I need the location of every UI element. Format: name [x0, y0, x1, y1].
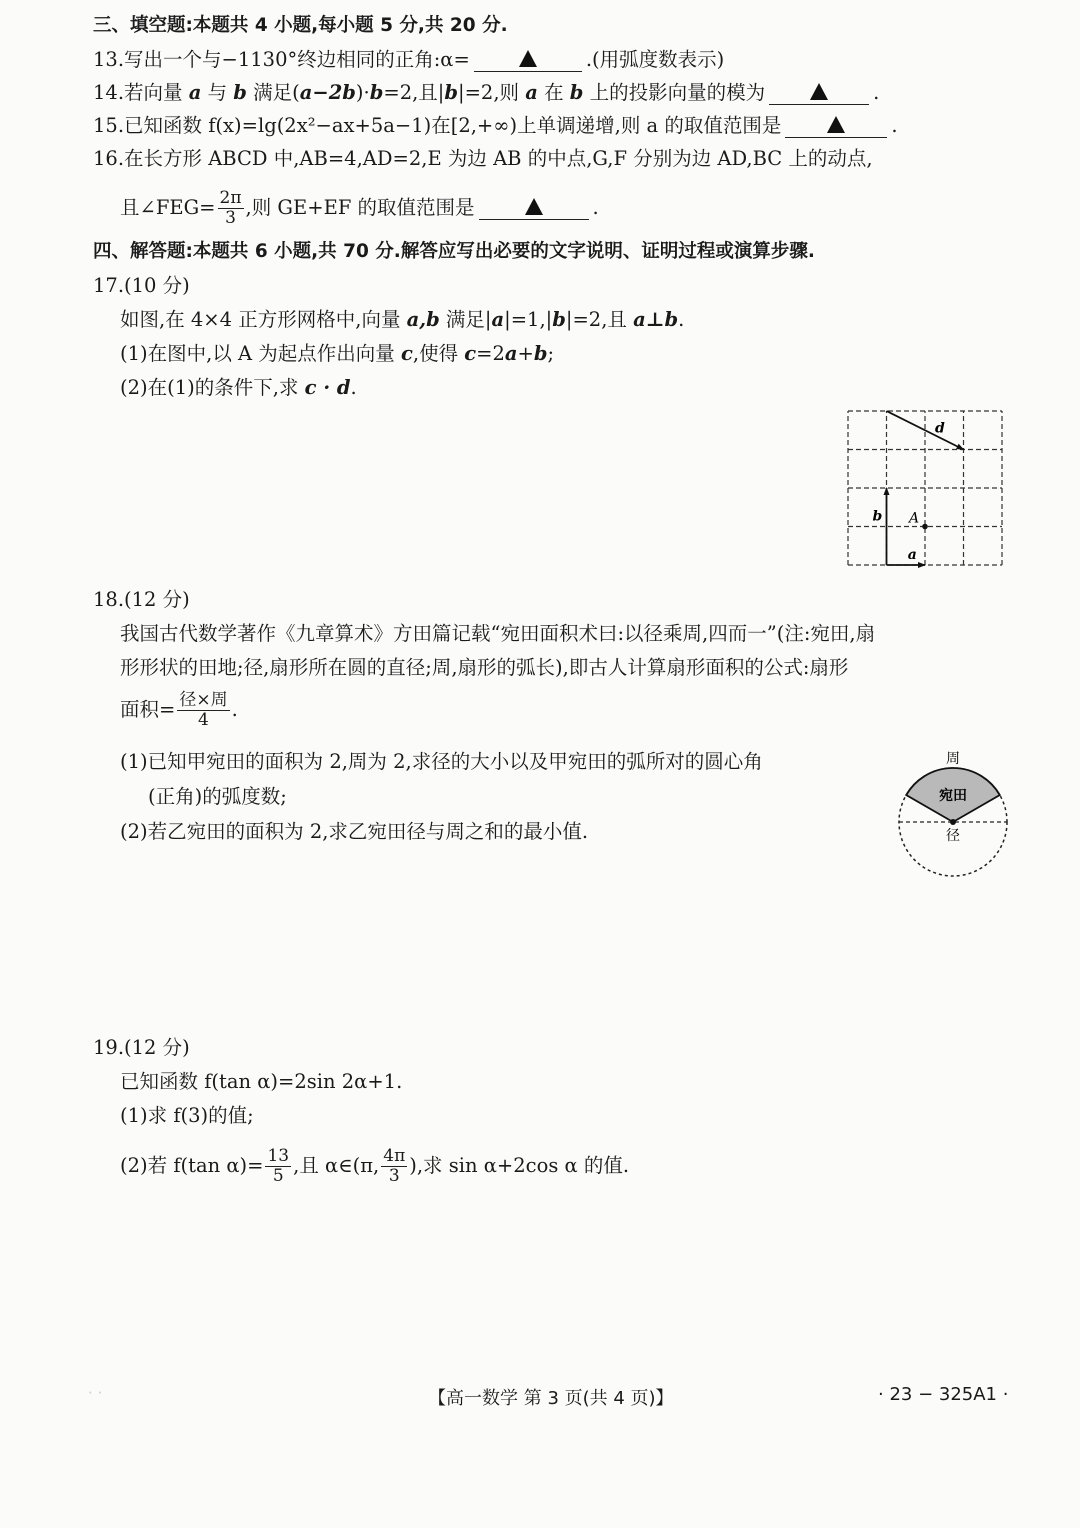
q19-stem: 已知函数 f(tan α)=2sin 2α+1.	[120, 1070, 403, 1093]
vec-c: c	[401, 342, 413, 365]
answer-triangle-icon	[525, 198, 543, 215]
q14-text-6: |=2,则	[458, 81, 526, 104]
q17-stem-text-1: 如图,在 4×4 正方形网格中,向量	[120, 308, 407, 331]
vec-b: b	[552, 308, 566, 331]
grid-lines	[848, 411, 1002, 565]
q19-title: 19.(12 分)	[93, 1036, 190, 1059]
formula-end: .	[231, 698, 238, 721]
answer-triangle-icon	[827, 116, 845, 133]
q19-part2-text-3: ),求 sin α+2cos α 的值.	[409, 1154, 630, 1177]
label-a: a	[907, 547, 917, 563]
q18-stem-line-1: 我国古代数学著作《九章算术》方田篇记载“宛田面积术曰:以径乘周,四而一”(注:宛田,扇	[120, 622, 876, 645]
q17-part2-text: (2)在(1)的条件下,求	[120, 376, 305, 399]
q17-part1-text-2: ,使得	[412, 342, 465, 365]
vec-b: b	[444, 81, 459, 104]
q14-answer-blank[interactable]	[769, 82, 869, 105]
q17-part1-text-1: (1)在图中,以 A 为起点作出向量	[120, 342, 401, 365]
q17-grid-figure	[847, 410, 1003, 566]
label-A: A	[909, 510, 920, 527]
footer-code: · 23 − 325A1 ·	[878, 1384, 1009, 1405]
fraction-denominator: 3	[225, 208, 236, 228]
q19-part-2	[120, 1144, 629, 1188]
q18-part-1-line-2: (正角)的弧度数;	[148, 785, 287, 808]
vec-b: b	[569, 81, 584, 104]
q14-text-1: 14.若向量	[93, 81, 189, 104]
q14-text-7: 在	[537, 81, 570, 104]
section-3-heading: 三、填空题:本题共 4 小题,每小题 5 分,共 20 分.	[93, 15, 508, 36]
vec-expr: a−2b	[299, 81, 356, 104]
q13-answer-blank[interactable]	[474, 49, 582, 72]
q17-part-1	[120, 340, 554, 368]
point-A	[922, 524, 928, 530]
q17-stem-text-4: |=2,且	[565, 308, 634, 331]
q18-stem-line-2: 形形状的田地;径,扇形所在圆的直径;周,扇形的弧长),即古人计算扇形面积的公式:扇形	[120, 656, 849, 679]
footer-page-info: 【高一数学 第 3 页(共 4 页)】	[428, 1388, 674, 1409]
vec-a: a	[491, 308, 505, 331]
fraction-numerator: 径×周	[179, 690, 228, 710]
formula-fraction	[177, 691, 229, 730]
answer-triangle-icon	[810, 83, 828, 100]
formula-label: 面积=	[120, 698, 176, 721]
q14-text-4: )·	[355, 81, 370, 104]
vec-perp: a⊥b	[633, 308, 679, 331]
q19-part2-text-2: ,且 α∈(π,	[293, 1154, 380, 1177]
q18-title: 18.(12 分)	[93, 588, 190, 611]
question-15	[93, 112, 898, 140]
label-diameter: 径	[946, 828, 960, 844]
section-4-heading: 四、解答题:本题共 6 小题,共 70 分.解答应写出必要的文字说明、证明过程或演算步骤.	[93, 241, 815, 262]
q18-part-2: (2)若乙宛田的面积为 2,求乙宛田径与周之和的最小值.	[120, 820, 589, 843]
footer-left-faint: · ·	[88, 1384, 103, 1402]
q16-text-2: ,则 GE+EF 的取值范围是	[245, 196, 475, 219]
label-d: d	[935, 420, 945, 437]
q16-answer-blank[interactable]	[479, 197, 589, 220]
fraction-denominator: 3	[388, 1166, 400, 1186]
q15-end: .	[891, 114, 898, 137]
vec-ab: a,b	[406, 308, 440, 331]
q13-text: 13.写出一个与−1130°终边相同的正角:α=	[93, 48, 470, 71]
q16-end: .	[592, 196, 599, 219]
q19-fraction-1	[265, 1147, 291, 1186]
q14-text-8: 上的投影向量的模为	[583, 81, 766, 104]
label-b: b	[872, 508, 883, 525]
fraction-denominator: 5	[272, 1166, 284, 1186]
q17-part1-text-3: =2	[476, 342, 505, 365]
q17-stem-text-3: |=1,|	[504, 308, 553, 331]
vec-c: c	[464, 342, 477, 365]
vec-a: a	[188, 81, 202, 104]
vec-a: a	[504, 342, 518, 365]
q17-part1-end: ;	[547, 342, 555, 365]
sector-center-point	[950, 819, 956, 825]
label-sector: 宛田	[939, 788, 967, 804]
q15-answer-blank[interactable]	[785, 115, 887, 138]
vec-b: b	[533, 342, 548, 365]
q18-formula	[120, 690, 238, 730]
q19-part2-text-1: (2)若 f(tan α)=	[120, 1154, 264, 1177]
question-16-line-2	[120, 188, 599, 228]
label-arc: 周	[946, 751, 960, 767]
q17-stem-end: .	[678, 308, 685, 331]
q14-text-2: 与	[201, 81, 234, 104]
q14-text-3: 满足(	[246, 81, 300, 104]
q13-note: .(用弧度数表示)	[585, 48, 725, 71]
fraction-numerator: 13	[267, 1146, 290, 1166]
q17-part1-plus: +	[517, 342, 534, 365]
fraction-numerator: 4π	[383, 1146, 406, 1166]
fraction-numerator: 2π	[219, 188, 242, 208]
vec-b: b	[233, 81, 247, 104]
question-14	[93, 79, 879, 107]
q17-part-2	[120, 374, 357, 402]
vec-dot-product: c · d	[304, 376, 351, 399]
q14-text-5: =2,且|	[383, 81, 445, 104]
q17-stem	[120, 306, 684, 334]
q17-stem-text-2: 满足|	[439, 308, 492, 331]
answer-triangle-icon	[519, 50, 537, 67]
q18-sector-figure	[890, 745, 1020, 885]
q17-part2-end: .	[350, 376, 357, 399]
q19-fraction-2	[381, 1147, 407, 1186]
q16-text-1: 且∠FEG=	[120, 196, 216, 219]
vec-a: a	[525, 81, 538, 104]
fraction-denominator: 4	[198, 710, 209, 730]
question-16-line-1: 16.在长方形 ABCD 中,AB=4,AD=2,E 为边 AB 的中点,G,F 分别为边 AD,BC 上的动点,	[93, 147, 873, 170]
q17-title: 17.(10 分)	[93, 274, 190, 297]
q15-text: 15.已知函数 f(x)=lg(2x²−ax+5a−1)在[2,+∞)上单调递增,则 a 的取值范围是	[93, 114, 782, 137]
question-13	[93, 46, 724, 74]
q19-part-1: (1)求 f(3)的值;	[120, 1104, 254, 1127]
vec-b: b	[369, 81, 384, 104]
q14-end: .	[873, 81, 880, 104]
q16-fraction	[218, 189, 244, 228]
q18-part-1-line-1: (1)已知甲宛田的面积为 2,周为 2,求径的大小以及甲宛田的弧所对的圆心角	[120, 750, 763, 773]
